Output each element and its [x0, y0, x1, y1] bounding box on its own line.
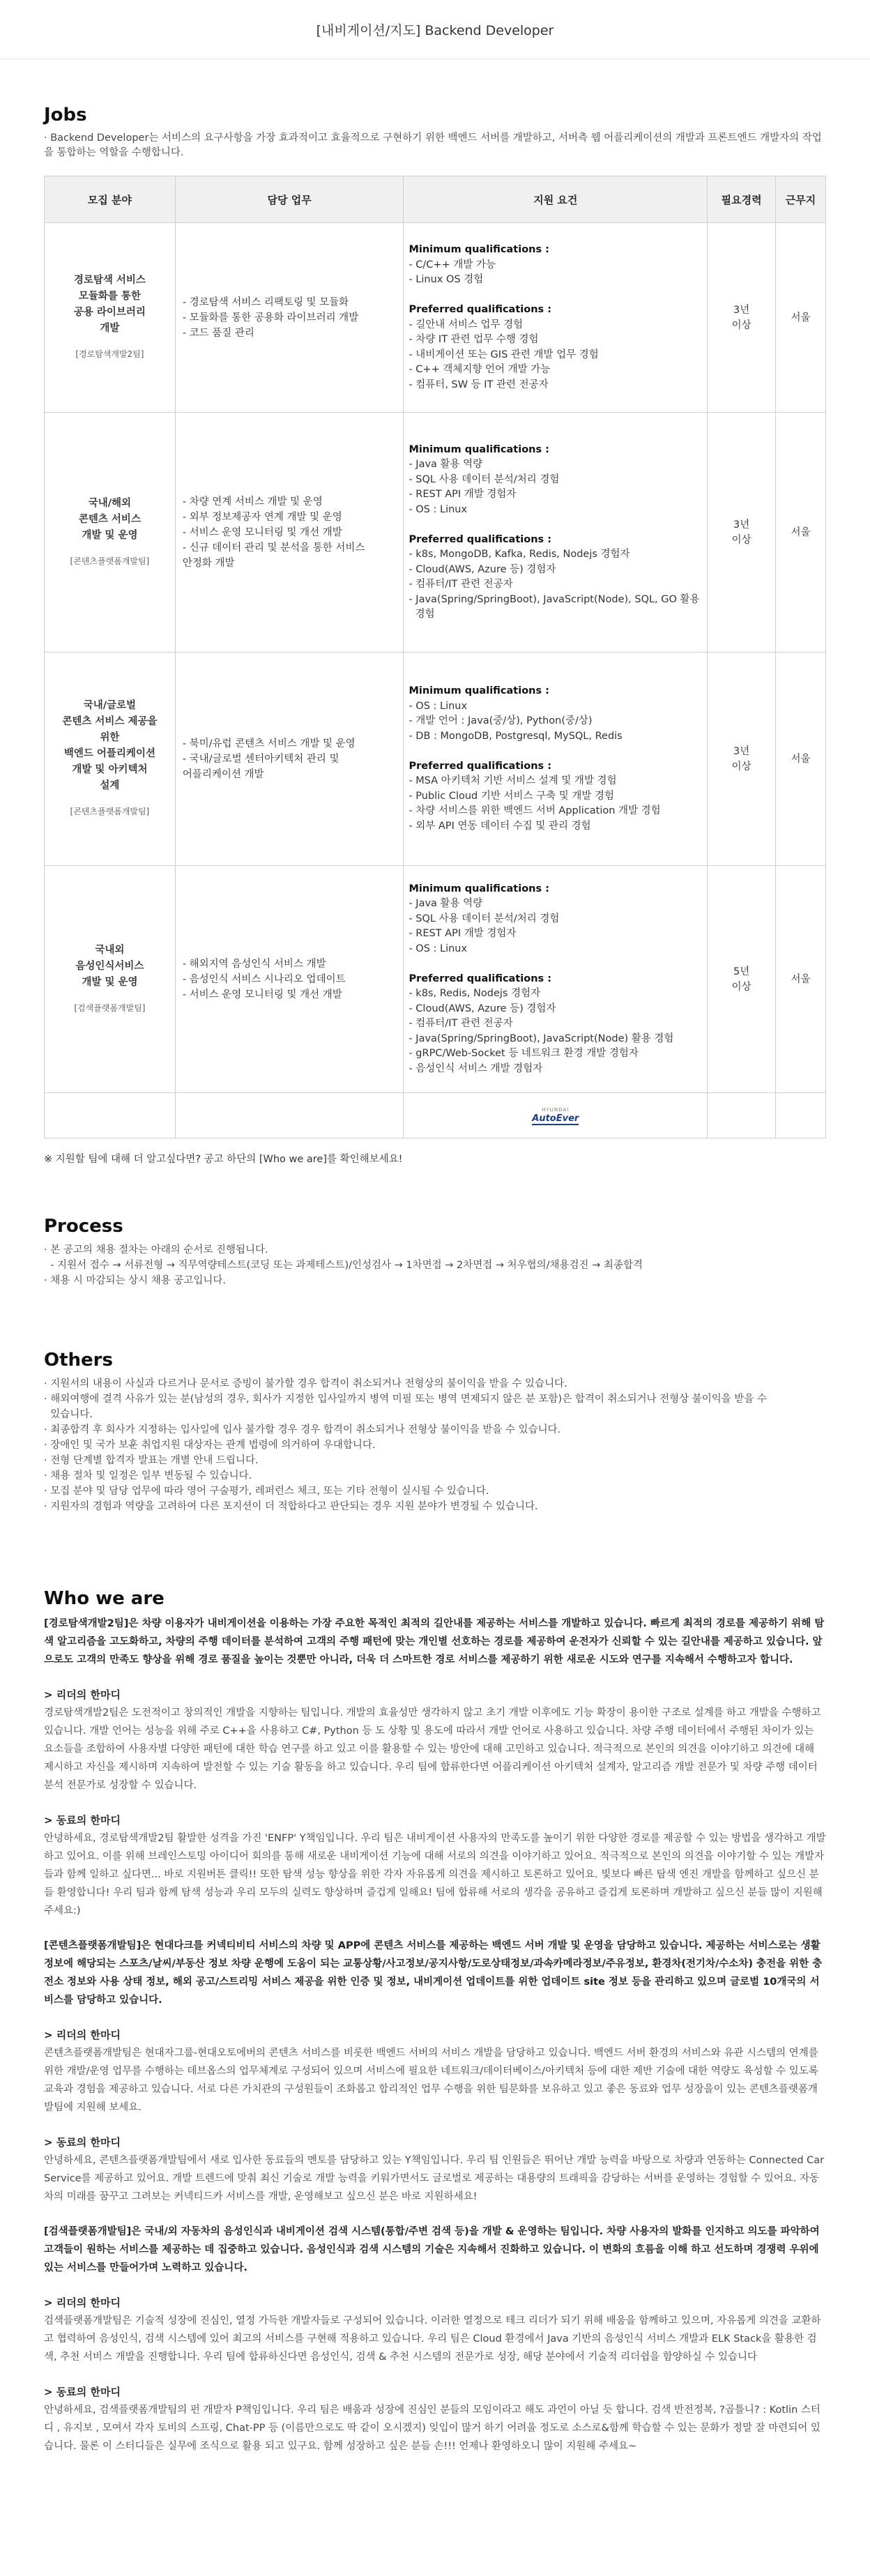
min-qual-line: - SQL 사용 데이터 분석/처리 경험 — [409, 913, 560, 924]
process-list — [44, 1242, 826, 1288]
quote-text: 검색플랫폼개발팀은 기술적 성장에 진심인, 열정 가득한 개발자들로 구성되어 있습니다. 이러한 열정으로 테크 리더가 되기 위해 배움을 함께하고 있으며, 자유롭게 의견을 교환하고 협력하여 음성인식, 검색 시스템에 있어 최고의 서비스를 구현해 적용하고 있습니다. 우리 팀은 Cloud 환경에서 Java 기반의 음성인식 서비스 개발과 ELK Stack을 활용한 검색, 추천 서비스 개발을 진행합니다. 우리 팀에 합류하신다면 음성인식, 검색 & 추천 시스템의 전문가로 성장, 해당 분야에서 기술적 리더쉽을 함양하실 수 있습니다 — [44, 2315, 821, 2363]
job-field-line: 국내외 — [95, 944, 125, 956]
pref-qual-label: Preferred qualifications : — [409, 533, 551, 545]
spacer — [44, 2277, 826, 2294]
pref-qual-line: - 컴퓨터/IT 관련 전공자 — [409, 579, 513, 590]
pref-qual-line: - 컴퓨터, SW 등 IT 관련 전공자 — [409, 379, 549, 390]
job-career-line: 3년 — [733, 519, 750, 531]
pref-qual-line: - Cloud(AWS, Azure 등) 경험자 — [409, 563, 556, 575]
others-line: · 모집 분야 및 담당 업무에 따라 영어 구술평가, 레퍼런스 체크, 또는 기타 전형이 실시될 수 있습니다. — [44, 1486, 489, 1497]
job-team: [경로탐색개발2팀] — [75, 349, 144, 359]
job-duties — [175, 866, 404, 1093]
pref-qual-line: - C++ 객체지향 언어 개발 가능 — [409, 364, 551, 375]
min-qual-line: - Java 활용 역량 — [409, 898, 483, 910]
min-qual-line: - REST API 개발 경험자 — [409, 928, 517, 940]
column-header: 담당 업무 — [175, 176, 404, 223]
pref-qual-label: Preferred qualifications : — [409, 973, 551, 984]
job-duty-line: - 음성인식 서비스 시나리오 업데이트 — [182, 973, 346, 985]
job-field-line: 국내/글로벌 — [83, 700, 137, 711]
job-field-line: 콘텐츠 서비스 제공을 — [62, 716, 158, 727]
spacer — [44, 2366, 826, 2383]
quote-heading: > 리더의 한마디 — [44, 1689, 121, 1701]
job-duty-line: 어플리케이션 개발 — [182, 768, 264, 780]
job-duty-line: - 북미/유럽 콘텐츠 서비스 개발 및 운영 — [182, 738, 356, 749]
job-field-line: 설계 — [100, 780, 120, 791]
quote-heading: > 리더의 한마디 — [44, 2029, 121, 2041]
pref-qual-line: - Java(Spring/SpringBoot), JavaScript(Node) 활용 경험 — [409, 1032, 674, 1044]
job-field-line: 경로탐색 서비스 — [73, 275, 146, 286]
job-duty-line: - 차량 연계 서비스 개발 및 운영 — [182, 496, 323, 508]
job-duties — [175, 653, 404, 866]
min-qual-line: - Java 활용 역량 — [409, 459, 483, 470]
job-field-line: 백엔드 어플리케이션 — [63, 748, 155, 759]
team-intro: [콘텐츠플랫폼개발팀]은 현대다크를 커넥티비티 서비스의 차량 및 APP에 콘텐츠 서비스를 제공하는 백엔드 서버 개발 및 운영을 담당하고 있습니다. 제공하는 서비스로는 생활정보에 해당되는 스포츠/날씨/부동산 정보 차량 운행에 도움이 되는 교통상황/사고정보/공지사항/도로상태정보/과속카메라정보/주유정보, 환경차(전기차/수소차) 충전을 위한 충전소 정보와 사용 상태 정보, 해외 공고/스트리밍 서비스 제공을 위한 인증 및 정보, 내비게이션 업데이트를 위한 업데이트 site 정보 등을 관리하고 있으며 글로벌 10개국의 서비스를 담당하고 있습니다. — [44, 1940, 823, 2006]
quote-heading: > 동료의 한마디 — [44, 2386, 121, 2398]
job-career — [708, 653, 776, 866]
team-intro: [경로탐색개발2팀]은 차량 이용자가 내비게이션을 이용하는 가장 주요한 목적인 최적의 길안내를 제공하는 서비스를 개발하고 있습니다. 빠르게 최적의 경로를 제공하기 위해 탐색 알고리즘을 고도화하고, 차량의 주행 데이터를 분석하여 고객의 주행 패턴에 맞는 개인별 선호하는 경로를 제공하여 운전자가 신뢰할 수 있는 길안내를 제공하고 있습니다. 앞으로도 고객의 만족도 향상을 위해 경로 품질을 높이는 것뿐만 아니라, 더욱 더 스마트한 경로 서비스를 제공하기 위한 새로운 시도와 연구를 지속해서 수행하고자 합니다. — [44, 1618, 825, 1666]
min-qual-label: Minimum qualifications : — [409, 883, 549, 894]
spacer — [409, 957, 702, 972]
pref-qual-line: - 차량 서비스를 위한 백엔드 서버 Application 개발 경험 — [409, 805, 661, 816]
min-qual-line: - REST API 개발 경험자 — [409, 489, 517, 500]
quote-text: 콘텐츠플랫폼개발팀은 현대자그룹-현대오토에버의 콘텐츠 서비스를 비롯한 백엔드 서버의 서비스 개발을 담당하고 있습니다. 백엔드 서버 환경의 서비스와 유관 시스템의 연계를 위한 개발/운영 업무를 수행하는 데브옵스의 업무체계로 구성되어 있으며 서비스에 필요한 네트워크/데이터베이스/아키텍처 등에 대한 제반 기술에 대한 역량도 육성할 수 있도록 교육과 경험을 제공하고 있습니다. 서로 다른 가치관의 구성원들이 조화롭고 합리적인 업무 수행을 위한 팀문화를 보유하고 있고 좋은 동료와 업무 성장을이 있는 콘텐츠플랫폼개발팀에 지원해 보세요. — [44, 2048, 818, 2113]
process-section — [44, 1216, 826, 1288]
job-row — [45, 866, 826, 1093]
job-row — [45, 223, 826, 413]
job-field-line: 콘텐츠 서비스 — [78, 513, 141, 525]
spacer — [409, 288, 702, 303]
spacer — [409, 744, 702, 759]
min-qual-line: - 개발 언어 : Java(중/상), Python(중/상) — [409, 715, 593, 726]
process-line: · 본 공고의 채용 절차는 아래의 순서로 진행됩니다. — [44, 1244, 268, 1256]
spacer — [44, 2206, 826, 2223]
logo-row — [45, 1093, 826, 1138]
pref-qual-line: - 음성인식 서비스 개발 경험자 — [409, 1062, 543, 1074]
pref-qual-line: - k8s, MongoDB, Kafka, Redis, Nodejs 경험자 — [409, 549, 630, 560]
job-career — [708, 413, 776, 653]
others-title: Others — [44, 1350, 113, 1371]
min-qual-line: - Linux OS 경험 — [409, 274, 484, 285]
min-qual-label: Minimum qualifications : — [409, 685, 549, 696]
quote-text: 안녕하세요, 검색플랫폼개발팀의 펀 개발자 P책임입니다. 우리 팀은 배움과 성장에 진심인 분들의 모임이라고 해도 과언이 아닐 듯 합니다. 검색 반전정복, ?곱틀니? : Kotlin 스터디 , 유지보 , 모여서 각자 토비의 스프링, Chat-PP 등 (이름만으로도 딱 같이 오시겠지) 잊입이 많거 하기 어려울 정도로 소스로&함께 학습할 수 있는 문화가 정말 잘 마련되어 있습니다. 물론 이 스터디들은 실무에 조식으로 활용 되고 있구요. 함께 성장하고 싶은 분들 손!!! 언제나 환영하오니 많이 지원해 주세요~ — [44, 2404, 821, 2452]
others-line: · 채용 절차 및 일정은 일부 변동될 수 있습니다. — [44, 1470, 252, 1481]
pref-qual-label: Preferred qualifications : — [409, 760, 551, 772]
job-location: 서울 — [776, 223, 826, 413]
pref-qual-line: - 컴퓨터/IT 관련 전공자 — [409, 1018, 513, 1030]
spacer — [44, 1920, 826, 1937]
pref-qual-line: - 차량 IT 관련 업무 수행 경험 — [409, 334, 539, 345]
pref-qual-line: - 외부 API 연동 데이터 수집 및 관리 경험 — [409, 820, 591, 832]
job-career-line: 3년 — [733, 745, 750, 757]
job-duty-line: - 외부 정보제공자 연계 개발 및 운영 — [182, 511, 342, 523]
pref-qual-line: - Cloud(AWS, Azure 등) 경험자 — [409, 1003, 556, 1014]
others-line: · 지원자의 경험과 역량을 고려하여 다른 포지션이 더 적합하다고 판단되는 경우 지원 분야가 변경될 수 있습니다. — [44, 1501, 538, 1512]
job-duty-line: - 서비스 운영 모니터링 및 개선 개발 — [182, 526, 342, 538]
job-duty-line: - 경로탐색 서비스 리팩토링 및 모듈화 — [182, 296, 349, 308]
job-career-line: 5년 — [733, 966, 750, 977]
who-section — [44, 1588, 826, 2455]
job-team: [콘텐츠플랫폼개발팀] — [70, 556, 150, 566]
pref-qual-line: - 내비게이션 또는 GIS 관련 개발 업무 경험 — [409, 349, 599, 360]
job-requirements — [404, 653, 708, 866]
quote-heading: > 동료의 한마디 — [44, 1814, 121, 1827]
others-line: 있습니다. — [44, 1409, 93, 1420]
pref-qual-line: - 길안내 서비스 업무 경험 — [409, 319, 524, 330]
pref-qual-line: - MSA 아키텍처 기반 서비스 설계 및 개발 경험 — [409, 775, 617, 786]
column-header: 필요경력 — [708, 176, 776, 223]
min-qual-line: - SQL 사용 데이터 분석/처리 경험 — [409, 473, 560, 485]
job-duty-line: - 국내/글로벌 센터아키텍처 관리 및 — [182, 753, 339, 765]
team-intro: [검색플랫폼개발팀]은 국내/외 자동차의 음성인식과 내비게이션 검색 시스템(통합/주변 검색 등)을 개발 & 운영하는 팀입니다. 차량 사용자의 발화를 인지하고 의도를 파악하여 고객들이 원하는 서비스를 제공하는 데 집중하고 있습니다. 음성인식과 검색 시스템의 기술은 지속해서 진화하고 있습니다. 이 변화의 흐름을 이해 하고 선도하며 경쟁력 우위에 있는 서비스를 만들어가며 노력하고 있습니다. — [44, 2226, 820, 2273]
spacer — [44, 1794, 826, 1811]
job-field — [45, 413, 176, 653]
job-career-line: 이상 — [731, 761, 751, 772]
job-career-line: 3년 — [733, 304, 750, 316]
job-field — [45, 866, 176, 1093]
job-field-line: 음성인식서비스 — [75, 960, 144, 972]
job-duties — [175, 223, 404, 413]
spacer — [409, 517, 702, 533]
job-duty-line: 안정화 개발 — [182, 557, 235, 569]
job-duty-line: - 신규 데이터 관리 및 분석을 통한 서비스 — [182, 542, 365, 554]
who-title: Who we are — [44, 1588, 165, 1609]
quote-text: 안녕하세요, 경로탐색개발2팀 활발한 성격을 가진 'ENFP' Y책임입니다. 우리 팀은 내비게이션 사용자의 만족도를 높이기 위한 다양한 경로를 제공할 수 있는 방법을 생각하고 개발하고 있어요. 이를 위해 브레인스토밍 아이디어 회의를 통해 새로운 내비게이션 기능에 대해 서로의 의견을 이야기하고 있어요. 적극적으로 본인의 의견을 이야기할 수 있는 개발자들과 함께 일하고 싶다면... 바로 지원버튼 클릭!! 또한 탐색 성능 향상을 위한 각자 자유롭게 의견을 제시하고 토론하고 있어요. 빛보다 빠른 탐색 엔진 개발을 함께하고 싶으신 분들 환영합니다! 우리 팀과 함께 탐색 성능과 우리 모두의 실력도 향상하며 즐겁게 일해요! 팀에 합류해 서로의 생각을 공유하고 즐겁게 토론하며 개발하고 싶으신 분들 많이 지원해 주세요:) — [44, 1833, 826, 1916]
pref-qual-label: Preferred qualifications : — [409, 304, 551, 315]
column-header: 근무지 — [776, 176, 826, 223]
quote-text: 안녕하세요, 콘텐츠플랫폼개발팀에서 새로 입사한 동료들의 멘토를 담당하고 있는 Y책임입니다. 우리 팀 인원들은 뛰어난 개발 능력을 바탕으로 차량과 연동하는 Connected Car Service를 제공하고 있어요. 개발 트렌드에 맞춰 최신 기술로 개발 능력을 키워가면서도 글로벌로 제공하는 대용량의 트래픽을 감당하는 서버를 운영하는 경험할 수 있어요. 자동차의 미래를 꿈꾸고 그려보는 커넥티드카 서비스를 개발, 운영해보고 싶으신 분은 바로 지원하세요! — [44, 2155, 825, 2202]
job-career — [708, 223, 776, 413]
spacer — [44, 2009, 826, 2026]
job-career-line: 이상 — [731, 534, 751, 546]
job-team: [콘텐츠플랫폼개발팀] — [70, 807, 150, 816]
job-field-line: 개발 및 운영 — [82, 976, 138, 988]
column-header: 지원 요건 — [404, 176, 708, 223]
job-row — [45, 413, 826, 653]
page-title: [내비게이션/지도] Backend Developer — [316, 22, 554, 38]
page-header — [0, 0, 870, 59]
spacer — [44, 2117, 826, 2133]
job-requirements — [404, 866, 708, 1093]
job-field — [45, 653, 176, 866]
job-location: 서울 — [776, 866, 826, 1093]
job-career-line: 이상 — [731, 981, 751, 993]
quote-heading: > 리더의 한마디 — [44, 2296, 121, 2309]
job-duty-line: - 해외지역 음성인식 서비스 개발 — [182, 958, 326, 970]
job-requirements — [404, 413, 708, 653]
job-career-line: 이상 — [731, 319, 751, 331]
others-line: · 전형 단계별 합격자 발표는 개별 안내 드립니다. — [44, 1455, 259, 1466]
pref-qual-line: - gRPC/Web-Socket 등 네트워크 환경 개발 경험자 — [409, 1048, 639, 1060]
others-line: · 최종합격 후 회사가 지정하는 입사일에 입사 불가할 경우 경우 합격이 취소되거나 전형상 불이익을 받을 수 있습니다. — [44, 1424, 561, 1435]
spacer — [44, 1669, 826, 1686]
job-field-line: 개발 및 운영 — [82, 529, 138, 541]
min-qual-line: - C/C++ 개발 가능 — [409, 259, 496, 270]
min-qual-label: Minimum qualifications : — [409, 443, 549, 455]
job-field-line: 모듈화를 통한 — [78, 291, 141, 302]
min-qual-line: - DB : MongoDB, Postgresql, MySQL, Redis — [409, 730, 623, 742]
jobs-section — [44, 105, 826, 1166]
job-field-line: 위한 — [100, 732, 120, 743]
process-line: - 지원서 접수 → 서류전형 → 직무역량테스트(코딩 또는 과제테스트)/인성검사 → 1차면접 → 2차면접 → 처우협의/채용검진 → 최종합격 — [44, 1260, 643, 1271]
others-line: · 장애인 및 국가 보훈 취업지원 대상자는 관계 법령에 의거하여 우대합니다. — [44, 1440, 376, 1451]
pref-qual-line: - Java(Spring/SpringBoot), JavaScript(Node), SQL, GO 활용 — [409, 593, 700, 605]
job-field-line: 개발 및 아키텍처 — [72, 764, 148, 775]
job-location: 서울 — [776, 413, 826, 653]
pref-qual-line: 경험 — [409, 609, 435, 620]
quote-heading: > 동료의 한마디 — [44, 2136, 121, 2149]
job-row — [45, 653, 826, 866]
others-section — [44, 1350, 826, 1514]
min-qual-label: Minimum qualifications : — [409, 244, 549, 255]
column-header: 모집 분야 — [45, 176, 176, 223]
pref-qual-line: - k8s, Redis, Nodejs 경험자 — [409, 988, 541, 1000]
others-list — [44, 1376, 826, 1514]
min-qual-line: - OS : Linux — [409, 700, 468, 712]
job-field-line: 개발 — [100, 323, 120, 334]
job-duty-line: - 모듈화를 통한 공용화 라이브러리 개발 — [182, 312, 359, 323]
logo-cell — [404, 1093, 708, 1138]
job-field-line: 국내/해외 — [88, 497, 132, 509]
jobs-table — [44, 176, 826, 1138]
job-duty-line: - 서비스 운영 모니터링 및 개선 개발 — [182, 989, 342, 1000]
pref-qual-line: - Public Cloud 기반 서비스 구축 및 개발 경험 — [409, 790, 614, 802]
jobs-title: Jobs — [44, 105, 87, 125]
jobs-lead: · Backend Developer는 서비스의 요구사항을 가장 효과적이고 효율적으로 구현하기 위한 백엔드 서버를 개발하고, 서버측 웹 어플리케이션의 개발과 프론트엔드 개발자의 작업을 통합하는 역할을 수행합니다. — [44, 132, 822, 158]
jobs-table-header — [45, 176, 826, 223]
min-qual-line: - OS : Linux — [409, 503, 468, 515]
job-field — [45, 223, 176, 413]
job-requirements — [404, 223, 708, 413]
process-line: · 채용 시 마감되는 상시 채용 공고입니다. — [44, 1275, 226, 1286]
process-title: Process — [44, 1216, 123, 1237]
others-line: · 해외여행에 결격 사유가 있는 분(남성의 경우, 회사가 지정한 입사일까지 병역 미필 또는 병역 면제되지 않은 분 포함)은 합격이 취소되거나 전형상 불이익을 받을 수 — [44, 1394, 767, 1405]
job-location: 서울 — [776, 653, 826, 866]
min-qual-line: - OS : Linux — [409, 943, 468, 954]
others-line: · 지원서의 내용이 사실과 다르거나 문서로 증빙이 불가할 경우 합격이 취소되거나 전형상의 불이익을 받을 수 있습니다. — [44, 1378, 567, 1389]
job-duties — [175, 413, 404, 653]
who-content — [44, 1615, 826, 2455]
job-field-line: 공용 라이브러리 — [73, 307, 146, 318]
job-team: [검색플랫폼개발팀] — [74, 1003, 146, 1013]
job-duty-line: - 코드 품질 관리 — [182, 327, 254, 339]
company-logo: HYUNDAI AutoEver — [532, 1107, 579, 1124]
job-career — [708, 866, 776, 1093]
jobs-note: ※ 지원할 팀에 대해 더 알고싶다면? 공고 하단의 [Who we are]를 확인해보세요! — [44, 1154, 403, 1165]
quote-text: 경로탐색개발2팀은 도전적이고 창의적인 개발을 지향하는 팀입니다. 개발의 효율성만 생각하지 않고 초기 개발 이후에도 기능 확장이 용이한 구조로 설계를 하고 개발을 수행하고 있습니다. 개발 언어는 성능을 위해 주로 C++을 사용하고 C#, Python 등 도 상황 및 용도에 따라서 개발 언어로 사용하고 있습니다. 차량 주행 데이터에서 주행된 차이가 있는 요소들을 조합하여 사용자별 다양한 패턴에 대한 학습 연구를 하고 있고 이를 활용할 수 있는 방안에 대해 고민하고 있습니다. 적극적으로 본인의 의견을 이야기하고 의견에 대해 제시하고 자신을 제시하며 지속하여 발전할 수 있는 기술 활동을 하고 있습니다. 우리 팀에 합류한다면 어플리케이션 아키텍처 설계자, 알고리즘 개발 전문가 및 차량 주행 데이터 분석 전문가로 성장할 수 있습니다. — [44, 1707, 821, 1791]
